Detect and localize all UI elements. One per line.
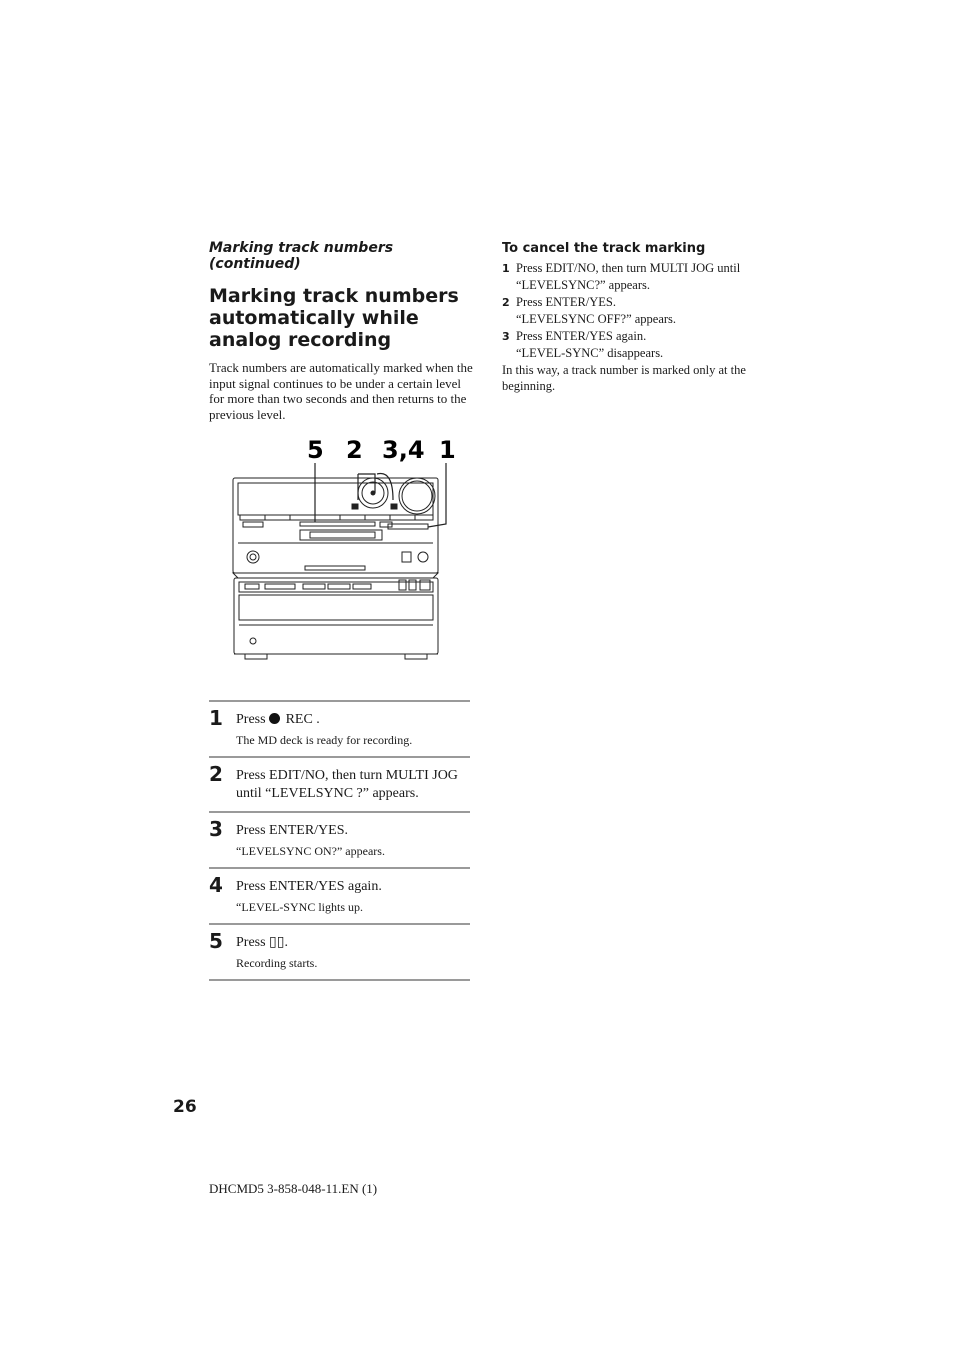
- step-press-label: Press: [236, 712, 266, 727]
- enter-yes-button: [391, 504, 397, 509]
- running-head: Marking track numbers (continued): [209, 240, 394, 272]
- step-number: 5: [209, 929, 223, 953]
- cancel-step-text: Press ENTER/YES again.: [516, 329, 647, 343]
- cancel-step-note: “LEVELSYNC OFF?” appears.: [516, 312, 677, 326]
- footer-code: DHCMD5 3-858-048-11.EN (1): [209, 1181, 378, 1196]
- md-slot: [300, 522, 375, 526]
- step-note: “LEVEL-SYNC lights up.: [236, 900, 363, 914]
- section-title: Marking track numbers automatically while analog recording: [209, 285, 459, 351]
- step-5: [209, 923, 470, 981]
- callout-5: 5: [307, 436, 324, 464]
- cd-tray: [239, 595, 433, 620]
- steps-list: [209, 700, 470, 981]
- step-4: [209, 867, 470, 923]
- cancel-step-text: Press EDIT/NO, then turn MULTI JOG until “LEVELSYNC?” appears.: [516, 261, 741, 292]
- cancel-step-number: 1: [502, 262, 510, 275]
- step-note: “LEVELSYNC ON?” appears.: [236, 844, 385, 858]
- cancel-step-1: [502, 260, 764, 294]
- step-3: [209, 811, 470, 867]
- step-number: 2: [209, 762, 223, 786]
- step-1: [209, 700, 470, 756]
- cancel-step-3: [502, 328, 764, 362]
- cancel-steps-list: [502, 260, 764, 362]
- cancel-step-number: 2: [502, 296, 510, 309]
- cancel-step-note: “LEVEL-SYNC” disappears.: [516, 346, 664, 360]
- step-note: The MD deck is ready for recording.: [236, 733, 413, 747]
- cancel-step-text: Press ENTER/YES.: [516, 295, 616, 309]
- record-dot-icon: [269, 713, 280, 724]
- cancel-step-number: 3: [502, 330, 510, 343]
- cancel-title: To cancel the track marking: [502, 241, 706, 256]
- cancel-step-2: [502, 294, 764, 328]
- step-number: 3: [209, 817, 223, 841]
- step-number: 1: [209, 706, 223, 730]
- step-main-text: Press ENTER/YES again.: [236, 879, 382, 894]
- disc-slot: [310, 532, 375, 538]
- callout-2: 2: [346, 436, 363, 464]
- top-panel: [238, 483, 433, 515]
- step-main-text: Press ENTER/YES.: [236, 823, 348, 838]
- step-main-text: Press ▯▯.: [236, 935, 288, 950]
- callout-3-4: 3,4: [382, 436, 425, 464]
- stereo-front-panel-diagram: [225, 430, 465, 670]
- step-note: Recording starts.: [236, 956, 318, 970]
- step-number: 4: [209, 873, 223, 897]
- step-main-text: Press EDIT/NO, then turn MULTI JOG until “LEVELSYNC ?” appears.: [236, 768, 458, 801]
- edit-no-button: [352, 504, 358, 509]
- phones-jack: [247, 551, 259, 563]
- callout-1: 1: [439, 436, 456, 464]
- rec-button: [388, 524, 428, 529]
- intro-paragraph: Track numbers are automatically marked when the input signal continues to be under a certain level for more than two seconds and then returns to the previous level.: [209, 360, 473, 422]
- cancel-outro: In this way, a track number is marked only at the beginning.: [502, 363, 746, 393]
- page-number: 26: [173, 1097, 197, 1117]
- step-2: [209, 756, 470, 811]
- step-main-text: REC .: [285, 712, 320, 727]
- leader-line-1: [428, 463, 446, 527]
- eject-button: [243, 522, 263, 527]
